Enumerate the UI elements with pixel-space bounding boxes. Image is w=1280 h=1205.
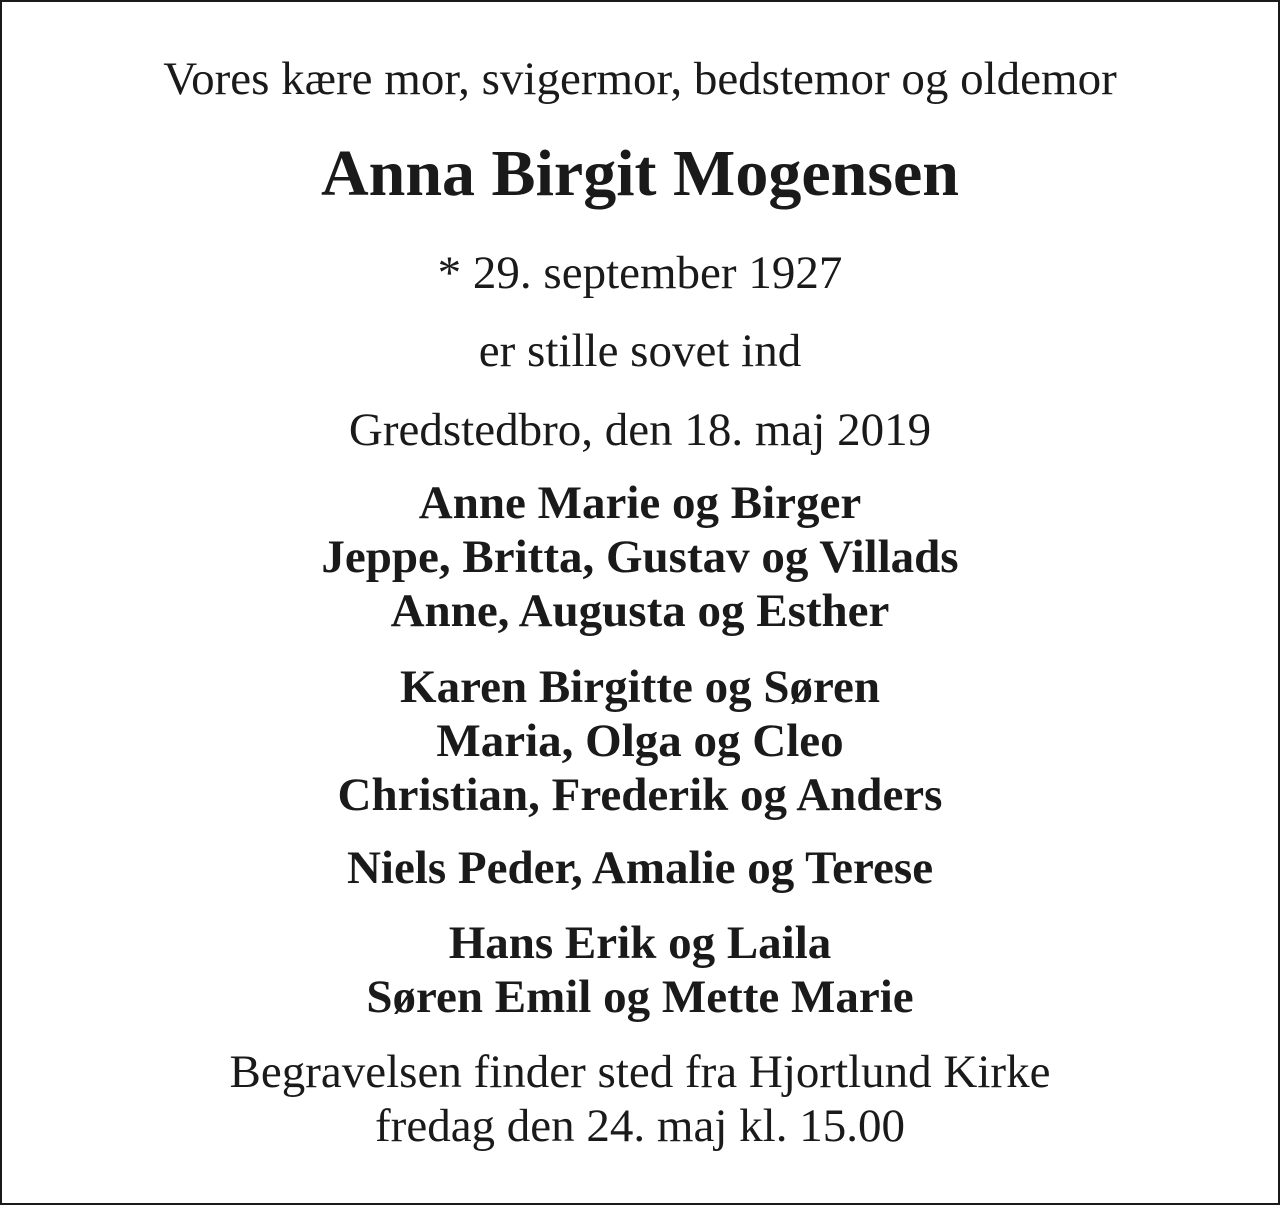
family-group-1 [2,476,1278,638]
intro-line: Vores kære mor, svigermor, bedstemor og oldemor [163,53,1117,105]
family-group-4 [2,916,1278,1024]
family-line: Anne Marie og Birger [418,477,862,529]
family-line: Jeppe, Britta, Gustav og Villads [321,531,959,583]
family-group-3 [2,841,1278,895]
place-and-date: Gredstedbro, den 18. maj 2019 [348,404,932,456]
family-group-2 [2,660,1278,822]
family-line: Maria, Olga og Cleo [436,715,844,767]
family-line: Hans Erik og Laila [448,917,832,969]
funeral-time: fredag den 24. maj kl. 15.00 [375,1100,905,1152]
family-line: Søren Emil og Mette Marie [366,971,914,1023]
funeral-info [2,1045,1278,1153]
deceased-name: Anna Birgit Mogensen [320,137,960,210]
family-line: Karen Birgitte og Søren [400,661,880,713]
passed-away-line: er stille sovet ind [478,325,802,377]
family-line: Anne, Augusta og Esther [390,585,890,637]
funeral-location: Begravelsen finder sted fra Hjortlund Kirke [229,1046,1051,1098]
family-line: Christian, Frederik og Anders [337,769,943,821]
family-line: Niels Peder, Amalie og Terese [346,842,934,894]
birth-date: * 29. september 1927 [437,247,843,299]
